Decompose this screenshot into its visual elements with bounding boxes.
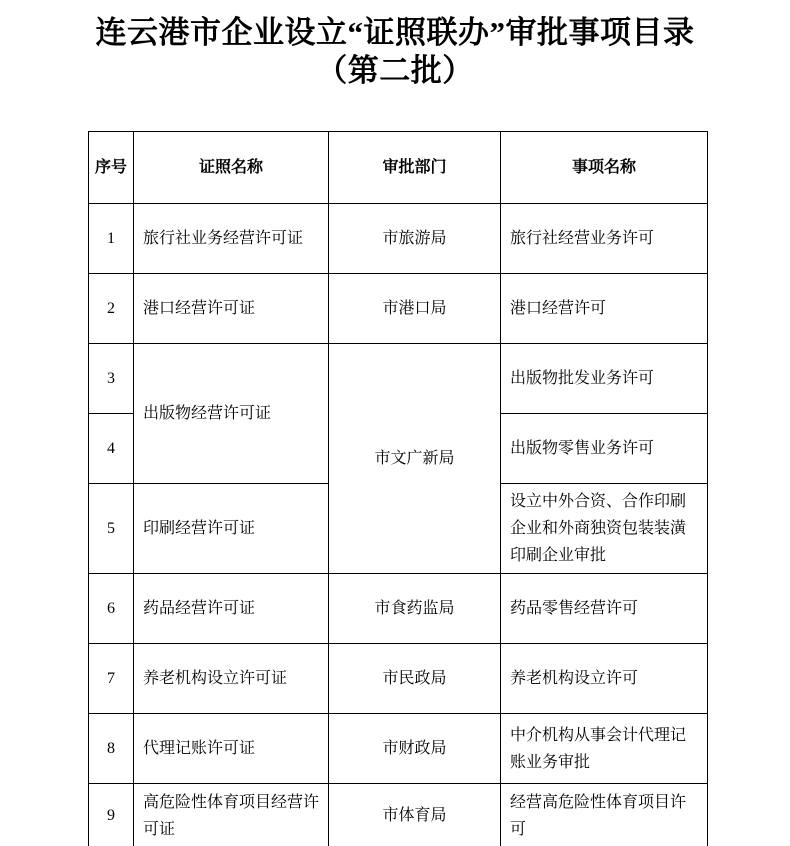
- header-approval-department: 审批部门: [329, 132, 501, 204]
- cell-department: 市旅游局: [329, 204, 501, 274]
- cell-department: 市港口局: [329, 274, 501, 344]
- header-no: 序号: [89, 132, 134, 204]
- table-row: [89, 644, 708, 714]
- cell-no: 4: [89, 414, 134, 484]
- page-title: [0, 0, 790, 90]
- cell-item: 出版物零售业务许可: [501, 414, 708, 484]
- cell-department: 市民政局: [329, 644, 501, 714]
- cell-no: 9: [89, 784, 134, 846]
- table-header-row: [89, 132, 708, 204]
- page-title-line1: 连云港市企业设立“证照联办”审批事项目录: [95, 15, 695, 50]
- cell-department-merged: 市文广新局: [329, 344, 501, 574]
- cell-no: 8: [89, 714, 134, 784]
- cell-no: 6: [89, 574, 134, 644]
- cell-item: 药品零售经营许可: [501, 574, 708, 644]
- approval-items-table: [88, 131, 708, 846]
- cell-no: 1: [89, 204, 134, 274]
- cell-license-merged: 出版物经营许可证: [134, 344, 329, 484]
- header-item-name: 事项名称: [501, 132, 708, 204]
- cell-license: 印刷经营许可证: [134, 484, 329, 574]
- header-license-name: 证照名称: [134, 132, 329, 204]
- cell-license: 港口经营许可证: [134, 274, 329, 344]
- cell-item: 旅行社经营业务许可: [501, 204, 708, 274]
- cell-license: 养老机构设立许可证: [134, 644, 329, 714]
- cell-department: 市财政局: [329, 714, 501, 784]
- cell-license: 旅行社业务经营许可证: [134, 204, 329, 274]
- table-row: [89, 784, 708, 846]
- page-title-line2: （第二批）: [316, 53, 474, 88]
- cell-no: 2: [89, 274, 134, 344]
- cell-no: 5: [89, 484, 134, 574]
- cell-department: 市体育局: [329, 784, 501, 846]
- cell-no: 3: [89, 344, 134, 414]
- cell-license: 代理记账许可证: [134, 714, 329, 784]
- cell-no: 7: [89, 644, 134, 714]
- table-row: [89, 574, 708, 644]
- cell-license: 高危险性体育项目经营许可证: [134, 784, 329, 846]
- cell-item: 中介机构从事会计代理记账业务审批: [501, 714, 708, 784]
- table-row: [89, 714, 708, 784]
- table-row: [89, 204, 708, 274]
- cell-item: 出版物批发业务许可: [501, 344, 708, 414]
- cell-item: 养老机构设立许可: [501, 644, 708, 714]
- table-row: [89, 344, 708, 414]
- cell-item: 经营高危险性体育项目许可: [501, 784, 708, 846]
- cell-item: 港口经营许可: [501, 274, 708, 344]
- table-row: [89, 274, 708, 344]
- cell-license: 药品经营许可证: [134, 574, 329, 644]
- cell-item: 设立中外合资、合作印刷企业和外商独资包装装潢印刷企业审批: [501, 484, 708, 574]
- cell-department: 市食药监局: [329, 574, 501, 644]
